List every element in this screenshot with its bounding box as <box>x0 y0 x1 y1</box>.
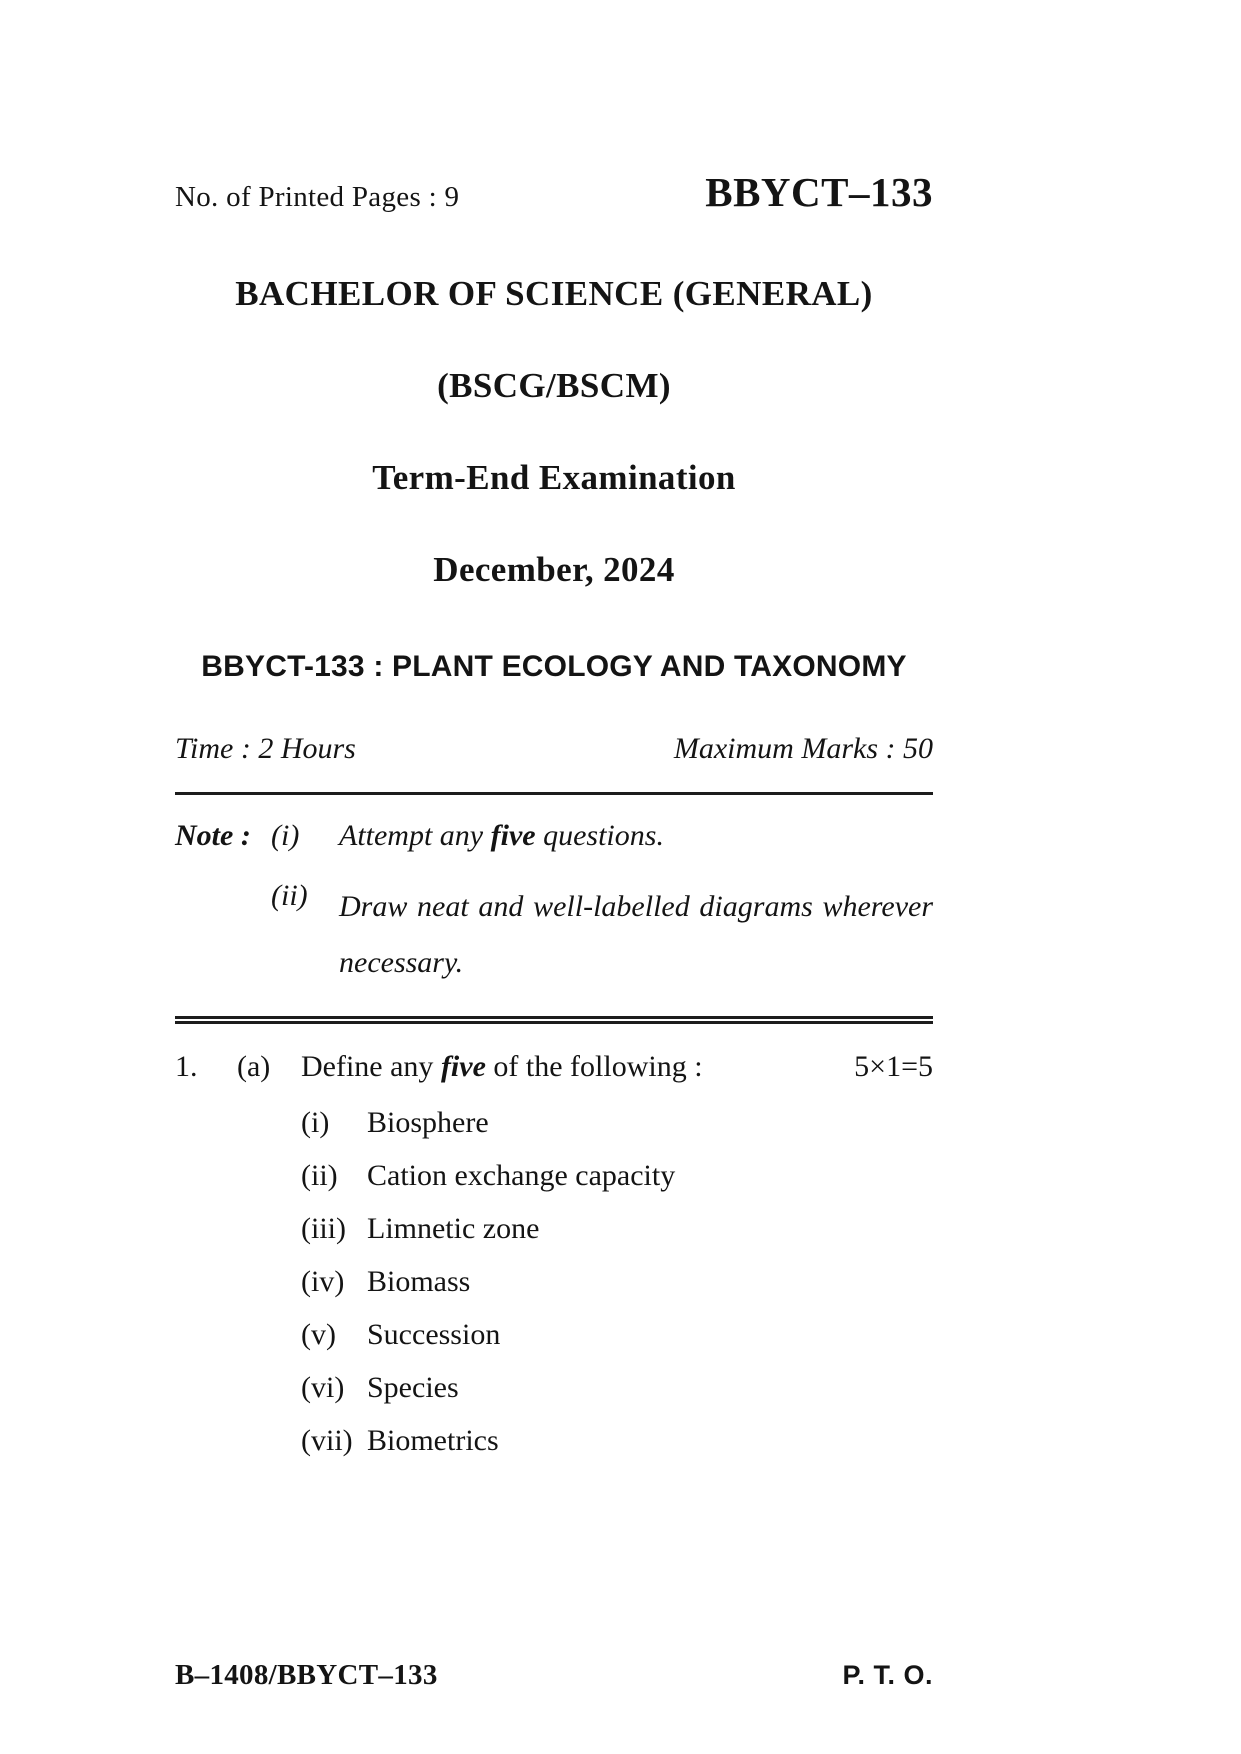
note-item-1-text <box>339 819 933 853</box>
sub-item-number: (vi) <box>301 1371 345 1404</box>
question-1-part-label: (a) <box>237 1050 271 1083</box>
sub-item-text: Limnetic zone <box>367 1212 540 1245</box>
note-item-2 <box>175 879 933 990</box>
exam-session: December, 2024 <box>433 550 675 589</box>
note-item-1-pre: Attempt any <box>339 819 491 852</box>
sub-item-number: (vii) <box>301 1424 353 1457</box>
note-item-1 <box>175 819 933 853</box>
sub-item-number: (iii) <box>301 1212 346 1245</box>
question-1-prompt-emphasis: five <box>440 1050 486 1083</box>
sub-item-number: (iv) <box>301 1265 345 1298</box>
page-content <box>175 168 933 1477</box>
list-item <box>175 1424 933 1458</box>
footer-pto-label: P. T. O. <box>842 1660 933 1690</box>
question-1-prompt-pre: Define any <box>301 1050 441 1083</box>
sub-item-text: Species <box>367 1371 459 1404</box>
note-item-2-number: (ii) <box>271 879 308 912</box>
note-item-2-text: Draw neat and well-labelled diagrams wherever necessary. <box>339 890 933 979</box>
sub-item-text: Biometrics <box>367 1424 499 1457</box>
list-item <box>175 1212 933 1246</box>
note-item-1-post: questions. <box>535 819 664 852</box>
sub-item-text: Biosphere <box>367 1106 489 1139</box>
note-block <box>175 819 933 990</box>
course-title: BBYCT-133 : PLANT ECOLOGY AND TAXONOMY <box>201 650 907 683</box>
sub-item-number: (i) <box>301 1106 330 1139</box>
header-row <box>175 168 933 216</box>
sub-item-number: (v) <box>301 1318 336 1351</box>
question-1-block <box>175 1050 933 1458</box>
list-item <box>175 1265 933 1299</box>
double-separator-rule <box>175 1016 933 1024</box>
list-item <box>175 1371 933 1405</box>
sub-item-text: Succession <box>367 1318 501 1351</box>
separator-rule <box>175 792 933 795</box>
note-item-1-emphasis: five <box>490 819 536 852</box>
list-item <box>175 1318 933 1352</box>
degree-title: BACHELOR OF SCIENCE (GENERAL) <box>235 274 873 313</box>
question-1-number: 1. <box>175 1050 198 1083</box>
printed-pages-label: No. of Printed Pages : 9 <box>175 181 460 213</box>
note-item-2-indent <box>175 879 271 990</box>
time-allowed: Time : 2 Hours <box>175 732 356 765</box>
page-footer <box>175 1659 933 1692</box>
question-1-prompt <box>301 1050 842 1084</box>
programme-code-title: (BSCG/BSCM) <box>437 366 671 405</box>
list-item <box>175 1106 933 1140</box>
sub-item-number: (ii) <box>301 1159 338 1192</box>
sub-item-text: Biomass <box>367 1265 471 1298</box>
paper-code: BBYCT–133 <box>705 169 933 215</box>
question-1-sub-items <box>175 1106 933 1458</box>
footer-paper-reference: B–1408/BBYCT–133 <box>175 1659 438 1691</box>
question-1-prompt-row <box>175 1050 933 1084</box>
meta-row <box>175 732 933 766</box>
question-1-prompt-post: of the following : <box>485 1050 703 1083</box>
note-item-1-number: (i) <box>271 819 300 852</box>
exam-title: Term-End Examination <box>372 458 736 497</box>
list-item <box>175 1159 933 1193</box>
question-1-marks: 5×1=5 <box>854 1050 933 1083</box>
maximum-marks: Maximum Marks : 50 <box>673 732 933 765</box>
sub-item-text: Cation exchange capacity <box>367 1159 676 1192</box>
note-label: Note : <box>175 819 251 852</box>
